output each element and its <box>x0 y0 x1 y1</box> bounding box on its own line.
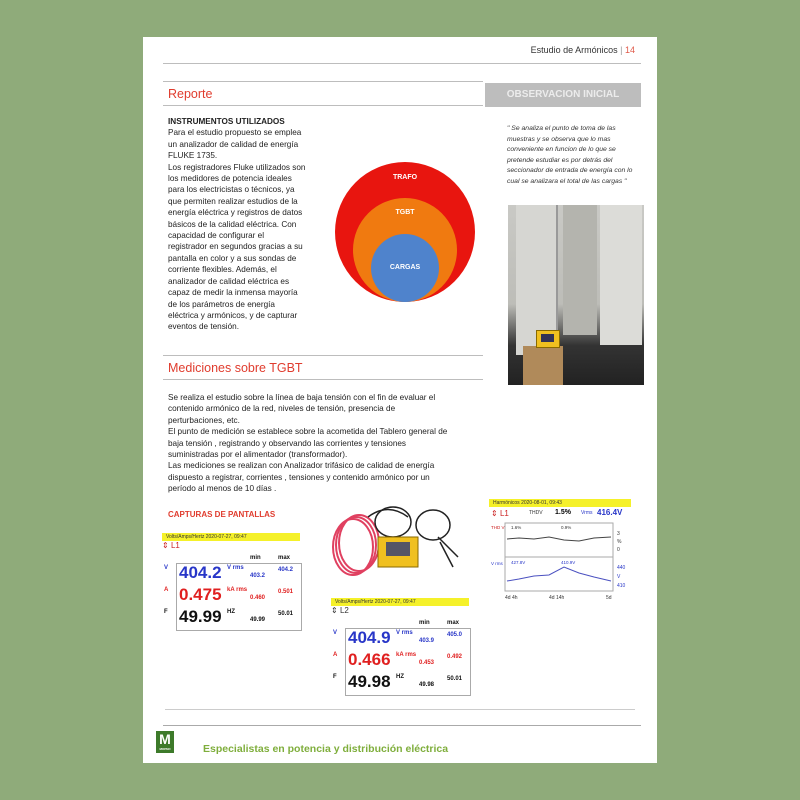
x-tick: 5d <box>606 595 612 601</box>
vrms-label: Vrms <box>581 510 593 516</box>
current-value: 0.475 <box>179 585 222 604</box>
thdv-value: 1.5% <box>555 509 571 516</box>
text-line: pantalla en color y a sus sondas de <box>168 253 297 263</box>
vrms-tick: 410 <box>617 583 626 589</box>
page-number: 14 <box>624 45 635 55</box>
text-line: El punto de medición se establece sobre la acometida del Tablero general de <box>168 427 448 437</box>
text-line: período al menos de 10 días . <box>168 484 277 494</box>
instruments-heading: INSTRUMENTOS UTILIZADOS <box>168 117 285 126</box>
trafo-label: TRAFO <box>392 174 418 181</box>
screen-status-bar: Harmónicos 2020-08-01, 09:43 <box>489 499 631 507</box>
document-page <box>143 37 657 763</box>
section-rule <box>163 379 483 380</box>
vrms-value: 416.4V <box>597 508 623 517</box>
header-title: Estudio de Armónicos <box>530 45 618 55</box>
unit: kA rms <box>396 652 417 658</box>
text-line: baja tensión , registrando y observando las corrientes y tensiones <box>168 438 407 448</box>
fluke-analyzer-image <box>328 497 473 582</box>
screen-status-bar: Volts/Amps/Hertz 2020-07-27, 09:47 <box>331 598 469 606</box>
mediciones-text <box>168 392 488 495</box>
footer-tagline: Especialistas en potencia y distribución eléctrica <box>203 743 449 755</box>
text-line: suministradas por el alimentador (transformador). <box>168 450 348 460</box>
section-rule <box>163 355 483 356</box>
text-line: dispuesto a registrar, corrientes , tensiones y contenido armónico por un <box>168 472 430 482</box>
thd-tick: 0 <box>617 547 620 553</box>
thdv-label: THDV <box>529 510 543 516</box>
max-value: 0.492 <box>447 654 463 660</box>
unit: HZ <box>227 609 235 615</box>
cabinet <box>600 205 642 345</box>
vrms-tick: 440 <box>617 565 626 571</box>
text-line: analizador de calidad eléctrica es <box>168 276 290 286</box>
vrms-tick: V <box>617 574 621 580</box>
cabinet <box>563 205 597 335</box>
frequency-value: 49.99 <box>179 607 222 626</box>
vrms-max: 427.8V <box>511 560 526 565</box>
min-value: 49.98 <box>419 682 435 688</box>
site-photo <box>508 205 644 385</box>
min-value: 403.2 <box>250 573 266 579</box>
page-header <box>531 45 635 55</box>
observation-heading: OBSERVACION INICIAL <box>485 83 641 107</box>
max-value: 0.501 <box>278 589 294 595</box>
analyzer-device <box>536 330 560 348</box>
tgbt-label: TGBT <box>395 209 415 216</box>
thd-axis-label: THD V <box>491 525 505 530</box>
max-label: max <box>278 555 291 561</box>
max-value: 405.0 <box>447 632 463 638</box>
text-line: Para el estudio propuesto se emplea <box>168 128 302 138</box>
phase-label: L1 <box>170 541 180 550</box>
text-line: contenido armónico de la red, niveles de tensión, presencia de <box>168 404 396 414</box>
observation-quote: " Se analiza el punto de toma de las muestras y se observa que lo mas conveniente en funcion de lo que se pretende estudiar es por detrás del seccionador de entrada de energía con lo cual se analizara el total de las cargas " <box>507 125 633 185</box>
vrms-min: 410.9V <box>561 560 576 565</box>
min-value: 0.453 <box>419 660 435 666</box>
max-value: 50.01 <box>278 611 294 617</box>
vrms-series <box>507 567 611 581</box>
phase-label: L2 <box>339 606 349 615</box>
screen-capture-harmonics: Harmónicos 2020-08-01, 09:43 ⇕ L1 THDV 1.5% Vrms 416.4V THD V 1.6% 0.9% 3 % 0 V rms 427.8V 410.9V 440 V 410 4d 4h 4d 14h 5d <box>489 499 631 607</box>
screen-capture-l2: Volts/Amps/Hertz 2020-07-27, 09:47 ⇕ L2 min max V 404.9 V rms 403.9 405.0 A 0.466 kA rms 0.453 0.492 F 49.98 HZ 49.98 50.01 <box>331 598 469 698</box>
section-rule <box>163 81 483 82</box>
unit: kA rms <box>227 587 248 593</box>
x-tick: 4d 14h <box>549 595 565 601</box>
max-value: 404.2 <box>278 567 294 573</box>
text-line: Los registradores Fluke utilizados son <box>168 162 306 172</box>
thd-tick: % <box>617 539 622 545</box>
text-line: los medidores de potencia ideales <box>168 174 292 184</box>
company-logo: M MOPED <box>156 731 174 753</box>
x-tick: 4d 4h <box>505 595 518 601</box>
phase-label: L1 <box>499 509 509 518</box>
thd-tick: 3 <box>617 531 620 537</box>
min-value: 49.99 <box>250 617 266 623</box>
instruments-block <box>168 116 328 333</box>
max-value: 50.01 <box>447 676 463 682</box>
text-line: de los parámetros de energía <box>168 299 275 309</box>
text-line: registrador en segundos gracias a su <box>168 242 303 252</box>
unit: V rms <box>396 630 413 636</box>
cargas-label: CARGAS <box>389 264 421 271</box>
text-line: para los electricistas o técnicos, ya <box>168 185 295 195</box>
section-rule <box>163 105 483 106</box>
footer-rule <box>165 709 635 710</box>
unit: HZ <box>396 674 404 680</box>
text-line: eléctrica y armónicos, y de capturar <box>168 310 298 320</box>
text-line: perturbaciones, etc. <box>168 415 240 425</box>
captures-title: CAPTURAS DE PANTALLAS <box>168 510 276 519</box>
text-line: capacidad de configurar el <box>168 231 265 241</box>
header-rule <box>163 63 641 64</box>
min-value: 0.460 <box>250 595 266 601</box>
text-line: Se realiza el estudio sobre la línea de baja tensión con el fin de evaluar el <box>168 393 436 402</box>
text-line: energía eléctrica y registros de datos <box>168 208 303 218</box>
text-line: básicos de la calidad eléctrica. Con <box>168 219 297 229</box>
text-line: un analizador de calidad de energía <box>168 139 299 149</box>
min-label: min <box>419 620 430 626</box>
analyzer-screen <box>386 542 410 556</box>
thd-series <box>507 537 611 541</box>
section-title-mediciones: Mediciones sobre TGBT <box>168 361 303 375</box>
frequency-value: 49.98 <box>348 672 391 691</box>
thd-max: 1.6% <box>511 525 522 530</box>
footer-rule <box>163 725 641 726</box>
harmonics-trend-chart <box>489 521 631 607</box>
box <box>523 346 563 385</box>
text-line: que permiten realizar estudios de la <box>168 196 298 206</box>
current-value: 0.466 <box>348 650 391 669</box>
voltage-value: 404.9 <box>348 628 391 647</box>
max-label: max <box>447 620 460 626</box>
nested-circle-diagram <box>333 160 483 310</box>
min-label: min <box>250 555 261 561</box>
section-title-reporte: Reporte <box>168 87 213 101</box>
voltage-value: 404.2 <box>179 563 222 582</box>
text-line: corriente flexibles. Además, el <box>168 265 277 275</box>
screen-capture-l1: Volts/Amps/Hertz 2020-07-27, 09:47 ⇕ L1 min max V 404.2 V rms 403.2 404.2 A 0.475 kA rms 0.460 0.501 F 49.99 HZ 49.99 50.01 <box>162 533 300 633</box>
min-value: 403.9 <box>419 638 435 644</box>
text-line: Las mediciones se realizan con Analizador trifásico de calidad de energía <box>168 461 435 471</box>
screen-status-bar: Volts/Amps/Hertz 2020-07-27, 09:47 <box>162 533 300 541</box>
unit: V rms <box>227 565 244 571</box>
vrms-axis-label: V rms <box>491 561 503 566</box>
header-separator: | <box>620 45 623 55</box>
thd-min: 0.9% <box>561 525 572 530</box>
text-line: FLUKE 1735. <box>168 151 218 161</box>
text-line: eventos de tensión. <box>168 322 240 332</box>
text-line: capaz de medir la inmensa mayoría <box>168 288 298 298</box>
